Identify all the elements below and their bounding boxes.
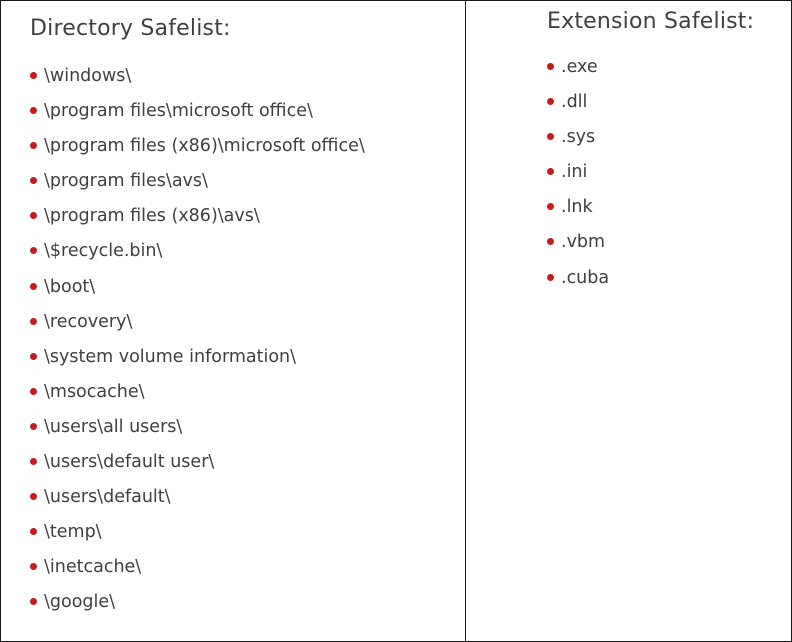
list-item — [30, 311, 365, 346]
bullet-icon — [30, 283, 37, 290]
list-item — [30, 556, 365, 591]
list-item-text: \program files (x86)\avs\ — [44, 206, 260, 227]
bullet-icon — [30, 177, 37, 184]
directory-safelist — [30, 65, 365, 627]
list-item-text: .lnk — [561, 197, 593, 218]
extension-safelist-column — [466, 1, 791, 641]
list-item — [547, 126, 609, 161]
bullet-icon — [30, 318, 37, 325]
list-item-text: \program files\microsoft office\ — [44, 101, 313, 122]
list-item-text: \$recycle.bin\ — [44, 241, 163, 262]
list-item — [30, 451, 365, 486]
list-item — [547, 161, 609, 196]
list-item-text: \windows\ — [44, 66, 132, 86]
list-item-text: \program files (x86)\microsoft office\ — [44, 136, 365, 157]
list-item — [30, 135, 365, 170]
bullet-icon — [30, 598, 37, 605]
bullet-icon — [30, 528, 37, 535]
bullet-icon — [547, 203, 554, 210]
bullet-icon — [30, 72, 37, 79]
list-item — [30, 521, 365, 556]
bullet-icon — [30, 247, 37, 254]
list-item — [30, 65, 365, 100]
list-item — [547, 56, 609, 91]
extension-safelist-title: Extension Safelist: — [547, 9, 755, 34]
list-item-text: \msocache\ — [44, 381, 145, 402]
bullet-icon — [30, 458, 37, 465]
bullet-icon — [30, 563, 37, 570]
bullet-icon — [547, 98, 554, 105]
list-item-text: \users\default\ — [44, 487, 171, 508]
bullet-icon — [547, 238, 554, 245]
list-item-text: .exe — [561, 57, 598, 77]
bullet-icon — [30, 493, 37, 500]
list-item-text: \system volume information\ — [44, 346, 297, 367]
list-item-text: \google\ — [44, 592, 116, 613]
bullet-icon — [547, 274, 554, 281]
list-item — [30, 416, 365, 451]
bullet-icon — [30, 388, 37, 395]
list-item — [547, 231, 609, 266]
list-item — [30, 591, 365, 626]
list-item-text: .ini — [561, 162, 588, 183]
bullet-icon — [30, 423, 37, 430]
bullet-icon — [547, 63, 554, 70]
list-item — [30, 276, 365, 311]
bullet-icon — [30, 107, 37, 114]
directory-safelist-column — [1, 1, 466, 641]
list-item — [30, 170, 365, 205]
list-item — [547, 91, 609, 126]
directory-safelist-title: Directory Safelist: — [30, 16, 231, 41]
list-item — [547, 267, 609, 302]
list-item — [30, 205, 365, 240]
list-item — [30, 100, 365, 135]
list-item-text: \inetcache\ — [44, 557, 142, 578]
list-item — [30, 346, 365, 381]
bullet-icon — [30, 212, 37, 219]
list-item-text: \users\default user\ — [44, 452, 215, 473]
list-item-text: .vbm — [561, 232, 606, 253]
list-item — [30, 486, 365, 521]
bullet-icon — [547, 168, 554, 175]
list-item-text: .cuba — [561, 267, 610, 288]
list-item — [547, 196, 609, 231]
bullet-icon — [547, 133, 554, 140]
list-item-text: .dll — [561, 92, 588, 113]
bullet-icon — [30, 142, 37, 149]
list-item-text: \recovery\ — [44, 311, 133, 332]
extension-safelist — [547, 56, 609, 302]
list-item-text: \users\all users\ — [44, 416, 183, 437]
bullet-icon — [30, 353, 37, 360]
list-item — [30, 240, 365, 275]
list-item-text: \program files\avs\ — [44, 171, 208, 192]
list-item-text: \temp\ — [44, 522, 102, 543]
list-item-text: .sys — [561, 127, 596, 148]
list-item — [30, 381, 365, 416]
list-item-text: \boot\ — [44, 276, 96, 297]
